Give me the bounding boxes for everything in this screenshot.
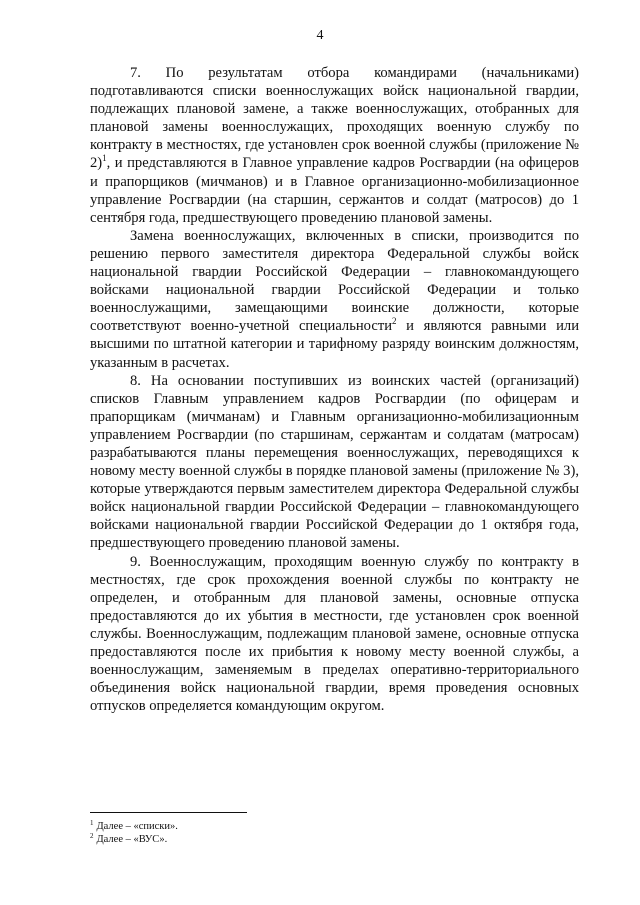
footnote-ref-1: 1 xyxy=(102,153,107,164)
footnote-separator xyxy=(90,812,247,813)
footnote-1 xyxy=(90,820,570,833)
paragraph-7-tail: , и представляются в Главное управление кадров Росгвардии (на офицеров и прапорщиков (мичманов) и в Главное организационно-мобилизационное управление Росгвардии (на старшин, сержантов и солдат (матросов) до 1 сентября года, предшествующего проведению плановой замены. xyxy=(90,155,579,226)
footnote-ref-2: 2 xyxy=(392,316,397,327)
paragraph-7-lead: 7. По результатам отбора командирами (начальниками) подготавливаются списки военнослужащих войск национальной гвардии, подлежащих плановой замене, а также военнослужащих, отобранных для плановой замены военнослужащих, проходящих военную службу по контракту в местностях, где установлен срок военной службы (приложение № 2) xyxy=(90,65,579,172)
paragraph-7b-tail: и являются равными или высшими по штатной категории и тарифному разряду воинским должностям, указанным в расчетах. xyxy=(90,318,579,371)
paragraph-7 xyxy=(90,64,579,227)
footnote-2-mark: 2 xyxy=(90,832,94,840)
footnote-1-text: Далее – «списки». xyxy=(96,821,178,832)
document-body xyxy=(90,64,579,715)
paragraph-8: 8. На основании поступивших из воинских частей (организаций) списков Главным управлением кадров Росгвардии (по офицерам и прапорщикам (мичманам) и Главным организационно-мобилизационным управлением Росгвардии (по старшинам, сержантам и солдатам (матросам) разрабатываются планы перемещения военнослужащих, переводящихся к новому месту военной службы в порядке плановой замены (приложение № 3), которые утверждаются первым заместителем директора Федеральной службы войск национальной гвардии Российской Федерации – главнокомандующего войсками национальной гвардии Российской Федерации до 1 октября года, предшествующего проведению плановой замены. xyxy=(90,372,579,552)
footnotes xyxy=(90,820,570,846)
paragraph-9: 9. Военнослужащим, проходящим военную службу по контракту в местностях, где срок прохождения военной службы по контракту не определен, и отобранным для плановой замены, основные отпуска предоставляются до их убытия в местности, где установлен срок военной службы. Военнослужащим, подлежащим плановой замене, основные отпуска предоставляются после их прибытия к новому месту военной службы, а военнослужащим, заменяемым в пределах оперативно-территориального объединения войск национальной гвардии, время проведения основных отпусков определяется командующим округом. xyxy=(90,553,579,715)
footnote-2-text: Далее – «ВУС». xyxy=(96,834,168,845)
paragraph-7-replacement xyxy=(90,227,579,372)
paragraph-7b-lead: Замена военнослужащих, включенных в списки, производится по решению первого заместителя директора Федеральной службы войск национальной гвардии Российской Федерации – главнокомандующего войсками национальной гвардии Российской Федерации и только военнослужащими, замещающими воинские должности, которые соответствуют военно-учетной специальности xyxy=(90,227,579,335)
footnote-1-mark: 1 xyxy=(90,819,94,827)
footnote-2 xyxy=(90,833,570,846)
page-number: 4 xyxy=(316,28,324,43)
